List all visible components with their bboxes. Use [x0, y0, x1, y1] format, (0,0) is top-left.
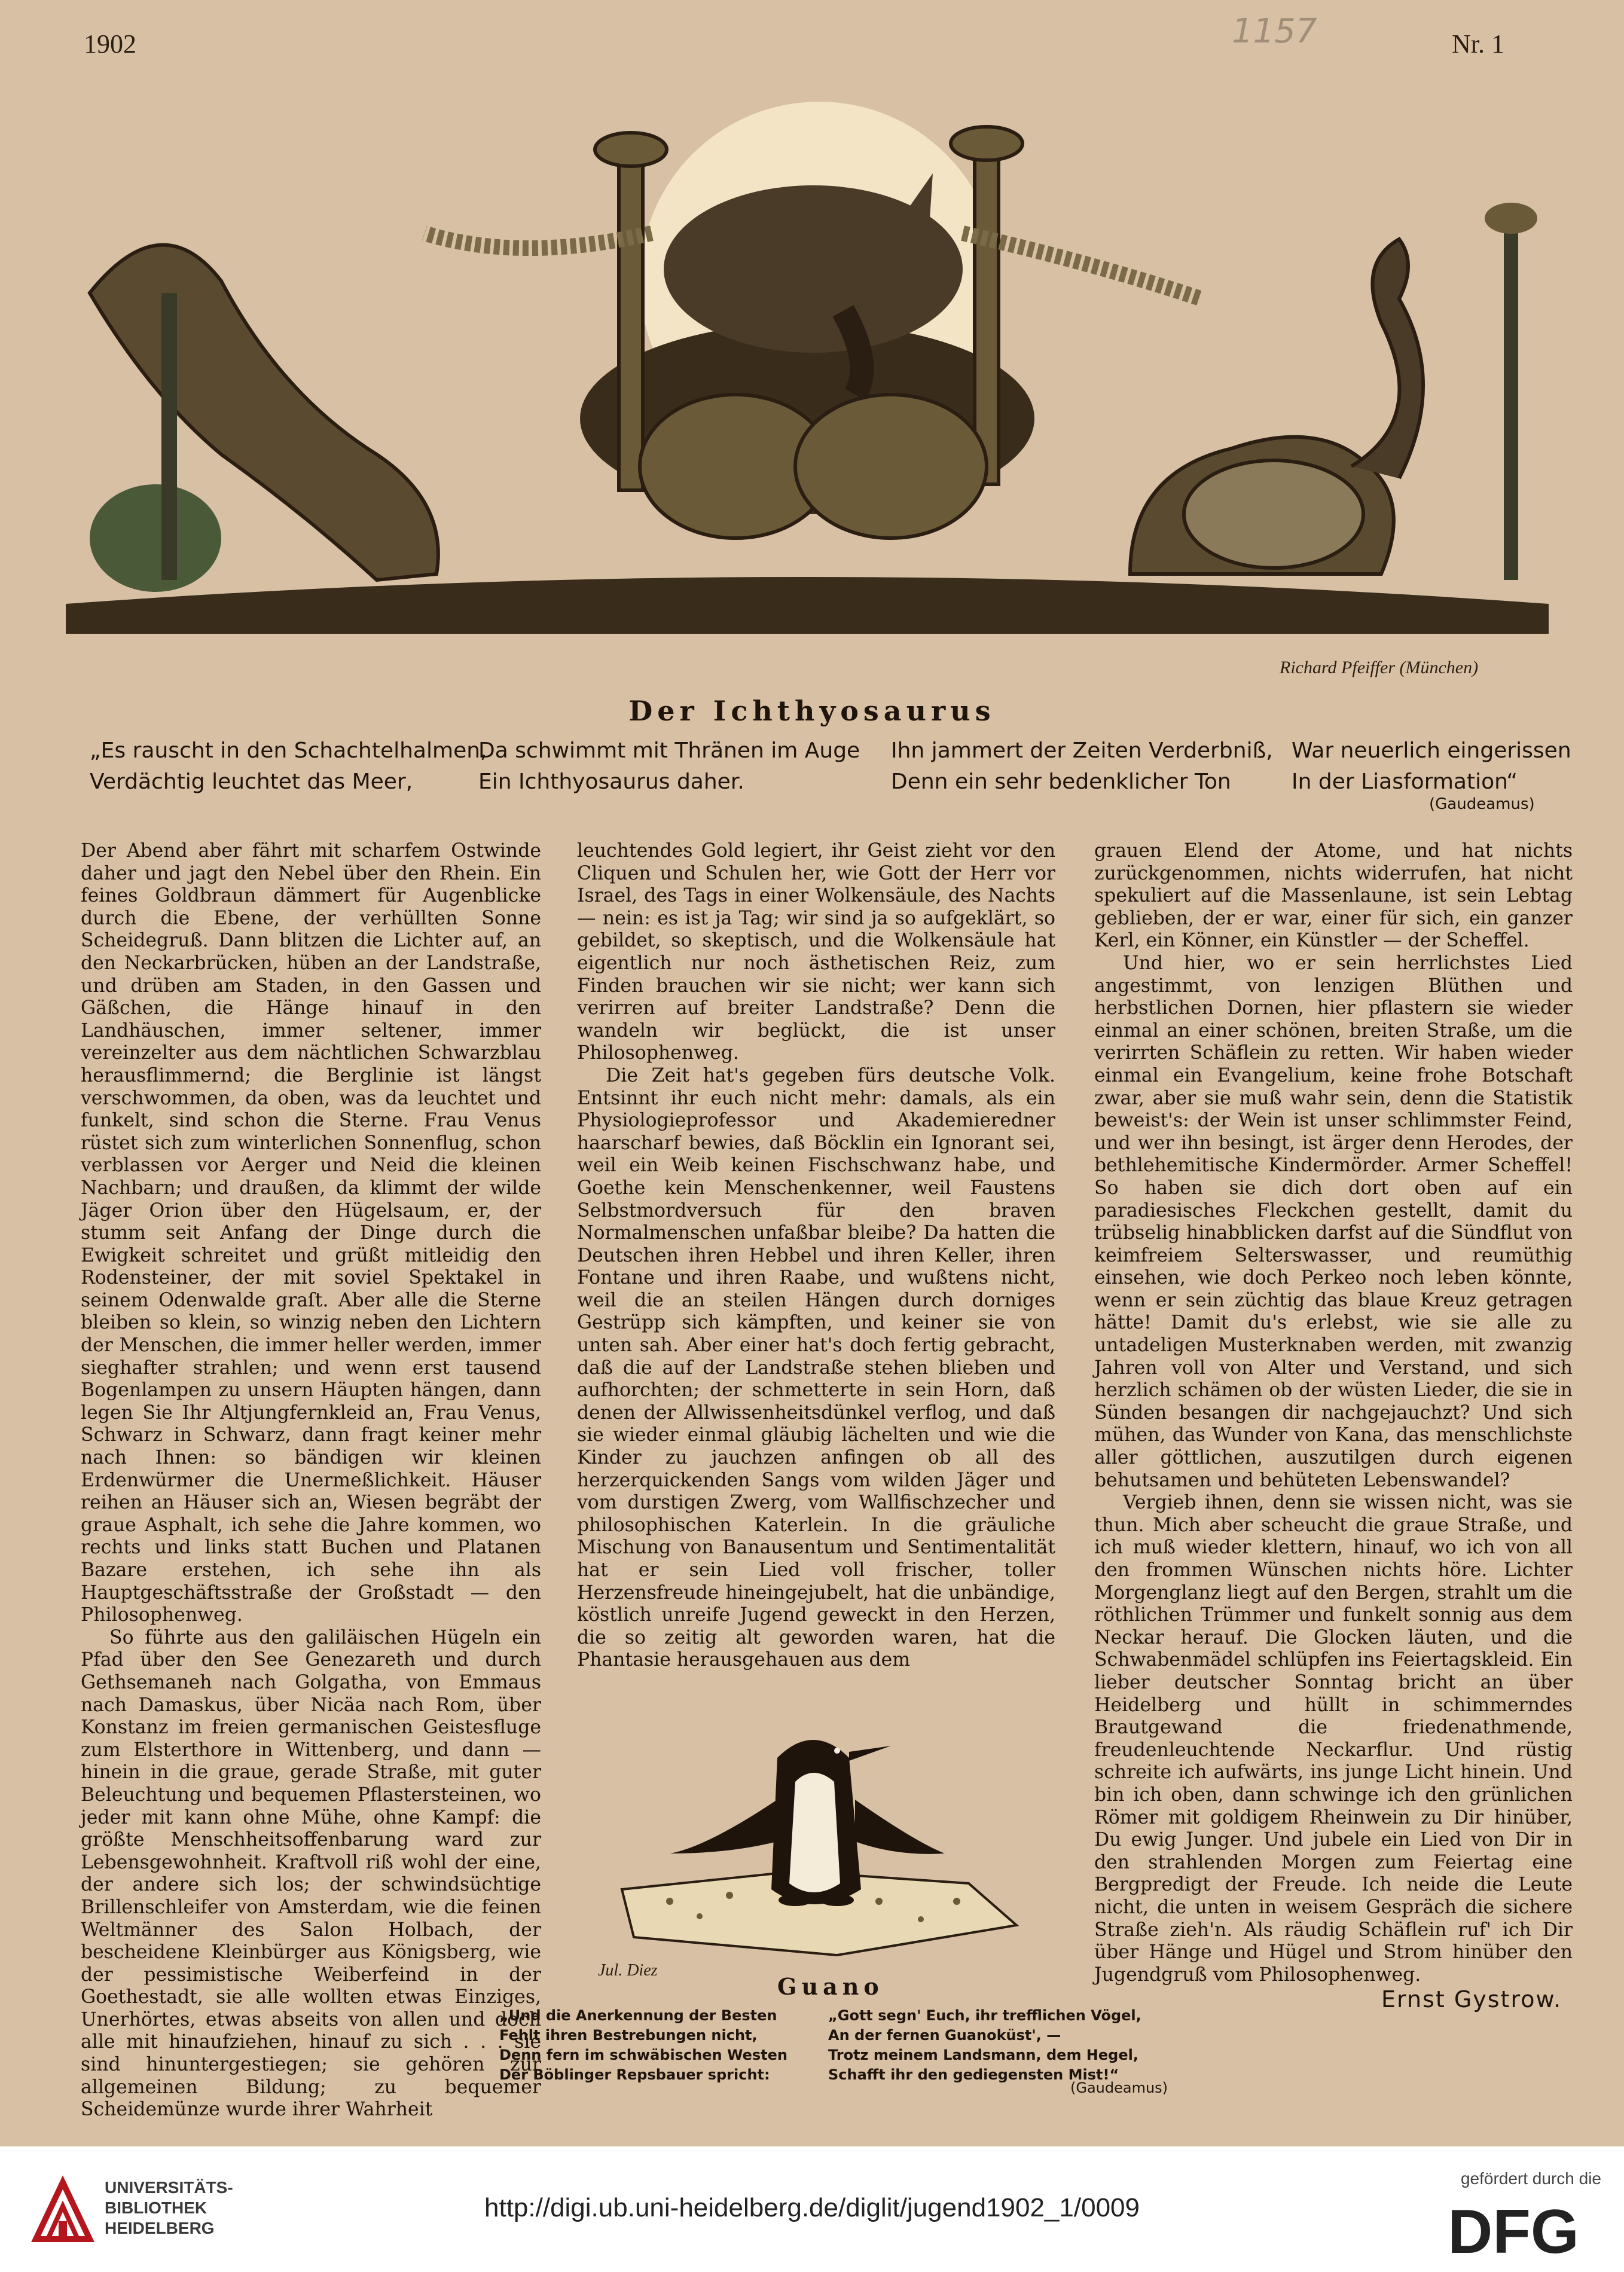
verse-line: An der fernen Guanoküst', — — [828, 2027, 1061, 2044]
poem-verse — [891, 735, 1273, 798]
article-column-1 — [81, 840, 541, 2121]
poem-verse — [1292, 735, 1571, 798]
verse-line: Trotz meinem Landsmann, dem Hegel, — [828, 2047, 1138, 2063]
verse-line: Verdächtig leuchtet das Meer, — [90, 769, 413, 794]
verse-line: War neuerlich eingerissen — [1292, 738, 1571, 763]
poem-verse — [478, 735, 860, 798]
library-name-line: HEIDELBERG — [105, 2219, 215, 2237]
paragraph: Vergieb ihnen, denn sie wissen nicht, was sie thun. Mich aber scheucht die graue Straße, und ich muß wieder klettern, hinauf, wo ich von all den frommen Wünschen nichts höre. Lichter Morgenglanz liegt auf den Bergen, strahlt um die röthlichen Trümmer und funkelt sonnig aus dem Neckar herauf. Die Glocken läuten, und die Schwabenmädel schlüpfen ins Feiertagskleid. Ein lieber deutscher Sonntag bricht an über Heidelberg und hüllt in schimmerndes Brautgewand die friedenathmende, freudenleuchtende Neckarflur. Und rüstig schreite ich aufwärts, ins junge Licht hinein. Und bin ich oben, dann schwinge ich den grünlichen Römer mit goldigem Rheinwein zu Dir hinüber, Du ewig Junger. Und jubele ein Lied von Dir in den strahlenden Morgen zum Feiertag eine Bergpredigt der Freude. Ich neide die Leute nicht, die unten in weisem Gespräch die sichere Straße zieh'n. Als räudig Schäflein ruf' ich Dir über Hänge und Hügel und Strom hinüber den Jugendgruß vom Philosophenweg. — [1094, 1492, 1573, 1986]
sponsor-note: gefördert durch die — [1460, 2169, 1601, 2188]
verse-line: „Es rauscht in den Schachtelhalmen, — [90, 738, 487, 763]
verse-line: In der Liasformation“ — [1292, 769, 1518, 794]
pencil-annotation: 1157 — [1232, 12, 1317, 51]
guano-title: Guano — [777, 1973, 884, 2000]
paragraph: Der Abend aber fährt mit scharfem Ostwinde daher und jagt den Nebel über den Rhein. Ein feines Goldbraun dämmert für Augenblicke durch die Ebene, der verhüllten Sonne Scheidegruß. Dann blitzen die Lichter auf, an den Neckarbrücken, hüben an der Landstraße, und drüben am Staden, in den Gassen und Gäßchen, die Hänge hinauf in den Landhäuschen, immer seltener, immer vereinzelter aus dem nächtlichen Schwarzblau herausflimmernd; die Berglinie ist längst verschwommen, da oben, was da leuchtet und funkelt, sind schon die Sterne. Frau Venus rüstet sich zum winterlichen Sonnenflug, schon verblassen vor Aerger und Neid die kleinen Nachbarn; und draußen, da klimmt der wilde Jäger Orion über den Hügelsaum, er, der stumm seit Anfang der Dinge durch die Ewigkeit schreitet und grüßt mitleidig den Rodensteiner, der mit soviel Spektakel in seinem Odenwalde graſt. Aber alle die Sterne bleiben so klein, so winzig neben den Lichtern der Menschen, die immer heller werden, immer sieghafter strahlen; und wenn erst tausend Bogenlampen zu unsern Häupten hängen, dann legen Sie Ihr Altjungfernkleid an, Frau Venus, Schwarz in Schwarz, dann fragt keiner mehr nach Ihnen: so bändigen wir kleinen Erdenwürmer die Unermeßlichkeit. Häuser reihen an Häuser sich an, Wiesen begräbt der graue Asphalt, ich sehe die Jahre kommen, wo rechts und links statt Buchen und Platanen Bazare erstehen, ich sehe ihn als Hauptgeschäftsstraße der Großstadt — den Philosophenweg. — [81, 840, 541, 1626]
poem-title: Der Ichthyosaurus — [628, 695, 996, 727]
poem-verse — [90, 735, 487, 798]
paragraph: leuchtendes Gold legiert, ihr Geist zieht vor den Cliquen und Schulen her, wie Gott der Herr vor Israel, des Tags in einer Wolkensäule, des Nachts — nein: es ist ja Tag; wir sind ja so aufgeklärt, so gebildet, so skeptisch, und die Wolkensäule hat eigentlich nur noch ästhetischen Reiz, zum Finden brauchen wir sie nicht; wer kann sich verirren auf breiter Landstraße? Denn die wandeln wir beglückt, die ist unser Philosophenweg. — [577, 840, 1055, 1064]
library-name-line: BIBLIOTHEK — [105, 2198, 207, 2217]
viewer-footer — [0, 2146, 1624, 2272]
library-name-line: UNIVERSITÄTS- — [105, 2178, 233, 2197]
guano-source: (Gaudeamus) — [1070, 2079, 1168, 2096]
dfg-logo-icon — [1427, 2200, 1600, 2260]
dfg-logo-text: DFG — [1448, 2200, 1579, 2260]
paragraph: So führte aus den galiläischen Hügeln ein Pfad über den See Genezareth und durch Gethsemaneh nach Golgatha, von Emmaus nach Damaskus, über Nicäa nach Rom, über Konstanz im freien germanischen Geistesfluge zum Elsterthore in Wittenberg, und dann — hinein in die graue, gerade Straße, mit guter Beleuchtung und bequemen Pflastersteinen, wo jeder mit kann ohne Mühe, ohne Kampf: die größte Menschheitsoffenbarung ward zur Lebensgewohnheit. Kraftvoll riß wohl der eine, der andere sich los; der schwindsüchtige Brillenschleifer von Amsterdam, wie die feinen Weltmänner des Salon Holbach, der bescheidene Kleinbürger aus Königsberg, wie der pessimistische Weiberfeind in der Goethestadt, sie alle wollten etwas Einziges, Unerhörtes, etwas abseits von allen und doch alle mit hinaufziehen, hinauf zu sich . . . sie sind hinuntergestiegen; sie gehören zur allgemeinen Bildung; zu bequemer Scheidemünze wurde ihrer Wahrheit — [81, 1626, 541, 2121]
paragraph: grauen Elend der Atome, und hat nichts zurückgenommen, nichts widerrufen, hat nicht spekuliert auf die Massenlaune, ist sein Lebtag geblieben, der er war, einer für sich, ein ganzer Kerl, ein Könner, ein Künstler — der Scheffel. — [1094, 840, 1573, 952]
paragraph: Die Zeit hat's gegeben fürs deutsche Volk. Entsinnt ihr euch nicht mehr: damals, als ein Physiologieprofessor und Akademieredner haarscharf bewies, daß Böcklin ein Ignorant sei, weil ein Weib keinen Fischschwanz habe, und Goethe kein Menschenkenner, weil Faustens Selbstmordversuch für den braven Normalmenschen unfaßbar bleibe? Da hatten die Deutschen ihren Hebbel und ihren Keller, ihren Fontane und ihren Raabe, und wußtens nicht, weil die an steilen Hängen durch dorniges Gestrüpp sich kämpften, und keiner sie von unten sah. Aber einer hat's doch fertig gebracht, daß die auf der Landstraße stehen blieben und aufhorchten; der schmetterte in sein Horn, daß denen der Allwissenheitsdünkel verflog, und daß sie wieder einmal gläubig lächelten und wie die Kinder zu jauchzen anfingen ob all des herzerquickenden Sangs vom wilden Jäger und vom durstigen Zwerg, vom Wallfischzecher und philosophischen Katerlein. In die gräuliche Mischung von Banausentum und Sentimentalität hat er sein Lied voll frischer, toller Herzensfreude hineingejubelt, hat die unbändige, köstlich unreife Jugend geweckt in den Herzen, die so zeitig alt geworden waren, hat die Phantasie herausgehauen aus dem — [577, 1064, 1055, 1671]
guano-verse — [828, 2006, 1141, 2085]
author-signature: Ernst Gystrow. — [1381, 1986, 1562, 2013]
issue-number: Nr. 1 — [1452, 29, 1504, 59]
poem-source: (Gaudeamus) — [1429, 795, 1535, 813]
verse-line: Fehlt ihren Bestrebungen nicht, — [499, 2027, 758, 2044]
verse-line: Ein Ichthyosaurus daher. — [478, 769, 744, 794]
page-year: 1902 — [84, 29, 136, 59]
verse-line: Schafft ihr den gediegensten Mist!“ — [828, 2066, 1119, 2083]
verse-line: Da schwimmt mit Thränen im Auge — [478, 738, 860, 763]
verse-line: Der Böblinger Repsbauer spricht: — [499, 2066, 770, 2083]
penguin-credit: Jul. Diez — [598, 1961, 658, 1980]
ichthyosaurus-illustration — [66, 84, 1549, 634]
verse-line: Denn fern im schwäbischen Westen — [499, 2047, 788, 2063]
verse-line: Ihn jammert der Zeiten Verderbniß, — [891, 738, 1273, 763]
penguin-illustration — [598, 1710, 1028, 1961]
illustration-credit: Richard Pfeiffer (München) — [1280, 658, 1479, 677]
article-column-2 — [577, 840, 1055, 1672]
verse-line: „Gott segn' Euch, ihr trefflichen Vögel, — [828, 2007, 1141, 2024]
guano-verse — [499, 2006, 787, 2085]
paragraph: Und hier, wo er sein herrlichstes Lied angestimmt, von lenzigen Blüthen und herbstlichen Dornen, hier pflastern sie wieder einmal an einer schönen, breiten Straße, um die verirrten Schäflein zu retten. Wir haben wieder einmal ein Evangelium, keine frohe Botschaft zwar, aber sie muß wahr sein, denn die Statistik beweist's: der Wein ist unser schlimmster Feind, und wer ihn besingt, ist ärger denn Herodes, der bethlehemitische Kindermörder. Armer Scheffel! So haben sie dich dort oben auf ein paradiesisches Fleckchen gestellt, damit du trübselig hinabblicken darfst auf die Sündflut von keimfreiem Selterswasser, und reumüthig einsehen, wie doch Perkeo noch leben könnte, wenn er sein züchtig das blaue Kreuz getragen hätte! Damit du's erlebst, wie sie alle zu untadeligen Musterknaben werden, mit zwanzig Jahren voll von Alter und Verstand, und sich herzlich schämen ob der wüsten Lieder, die sie in Sünden besangen dir nachgejauchzt? Und sich mühen, das Wunder von Kana, das menschlichste aller göttlichen, auszutilgen durch eigenen behutsamen und behüteten Lebenswandel? — [1094, 952, 1573, 1491]
permalink-url[interactable]: http://digi.ub.uni-heidelberg.de/diglit/jugend1902_1/0009 — [484, 2193, 1140, 2222]
article-column-3 — [1094, 840, 1573, 1986]
verse-line: „Und die Anerkennung der Besten — [499, 2007, 777, 2024]
verse-line: Denn ein sehr bedenklicher Ton — [891, 769, 1231, 794]
